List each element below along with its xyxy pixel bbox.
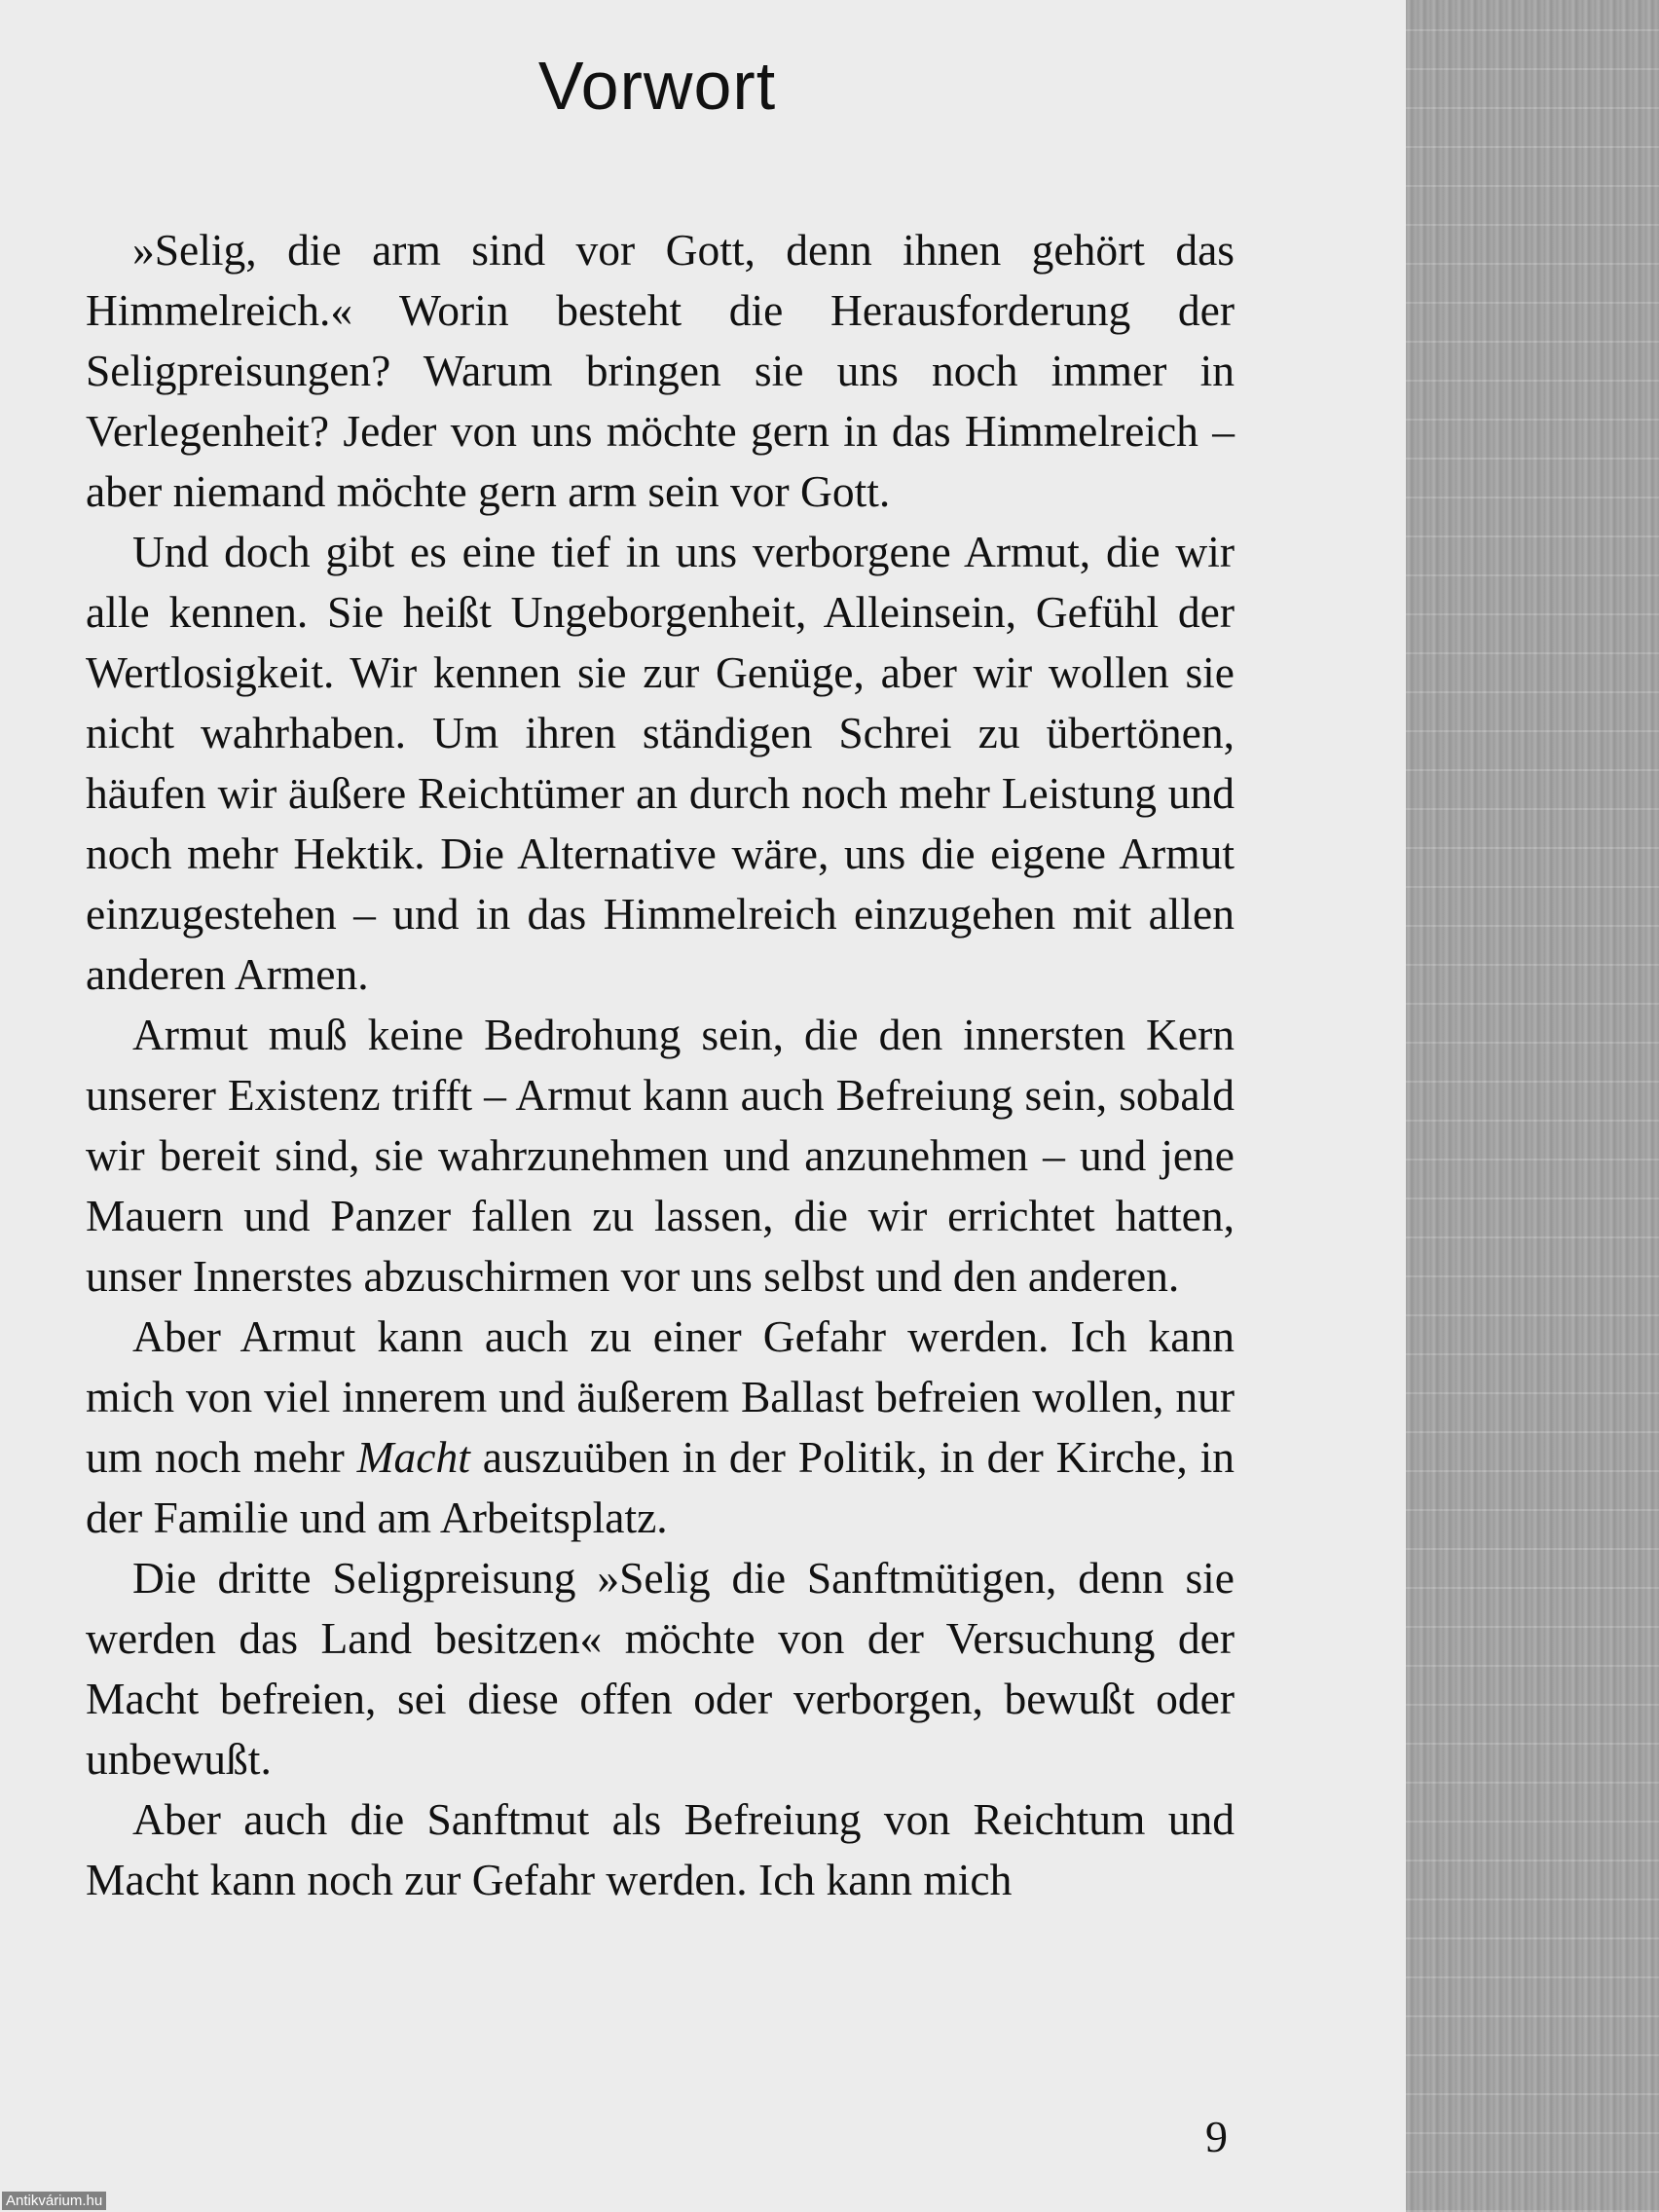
paragraph-text: Aber Armut kann auch zu einer Gefahr werden. Ich kann mich von viel innerem und äußerem Ballast befreien wollen, nur um noch mehr <box>86 1311 1235 1482</box>
watermark: Antikvárium.hu <box>2 2192 106 2210</box>
page-title: Vorwort <box>537 48 777 124</box>
paragraph-text: Und doch gibt es eine tief in uns verborgene Armut, die wir alle kennen. Sie heißt Ungeborgenheit, Alleinsein, Gefühl der Wertlosigkeit. Wir kennen sie zur Genüge, aber wir wollen sie nicht wahrhaben. Um ihren ständigen Schrei zu übertönen, häufen wir äußere Reichtümer an durch noch mehr Leistung und noch mehr Hektik. Die Alternative wäre, uns die eigene Armut einzugestehen – und in das Himmelreich einzugehen mit allen anderen Armen. <box>86 527 1235 999</box>
paragraph-text: auszuüben in der Politik, in der Kirche, in der Familie und am Arbeitsplatz. <box>86 1432 1235 1542</box>
paragraph <box>86 1005 1235 1307</box>
paragraph <box>86 1548 1235 1789</box>
paragraph <box>86 522 1235 1005</box>
paragraph-text: »Selig, die arm sind vor Gott, denn ihnen gehört das Himmelreich.« Worin besteht die Herausforderung der Seligpreisungen? Warum bringen sie uns noch immer in Verlegenheit? Jeder von uns möchte gern in das Himmelreich – aber niemand möchte gern arm sein vor Gott. <box>86 225 1235 516</box>
paragraph-text: Aber auch die Sanftmut als Befreiung von Reichtum und Macht kann noch zur Gefahr werden. Ich kann mich <box>86 1794 1235 1904</box>
paragraph <box>86 220 1235 522</box>
book-edge-background <box>1406 0 1659 2212</box>
paragraph-text: Armut muß keine Bedrohung sein, die den innersten Kern unserer Existenz trifft – Armut kann auch Befreiung sein, sobald wir bereit sind, sie wahrzunehmen und anzunehmen – und jene Mauern und Panzer fallen zu lassen, die wir errichtet hatten, unser Innerstes abzuschirmen vor uns selbst und den anderen. <box>86 1010 1235 1301</box>
body-text <box>86 220 1235 1910</box>
page-number: 9 <box>1205 2112 1228 2161</box>
paragraph <box>86 1307 1235 1548</box>
emphasized-word: Macht <box>356 1432 470 1482</box>
paragraph-text: Die dritte Seligpreisung »Selig die Sanftmütigen, denn sie werden das Land besitzen« möchte von der Versuchung der Macht befreien, sei diese offen oder verborgen, bewußt oder unbewußt. <box>86 1553 1235 1784</box>
paragraph <box>86 1789 1235 1910</box>
